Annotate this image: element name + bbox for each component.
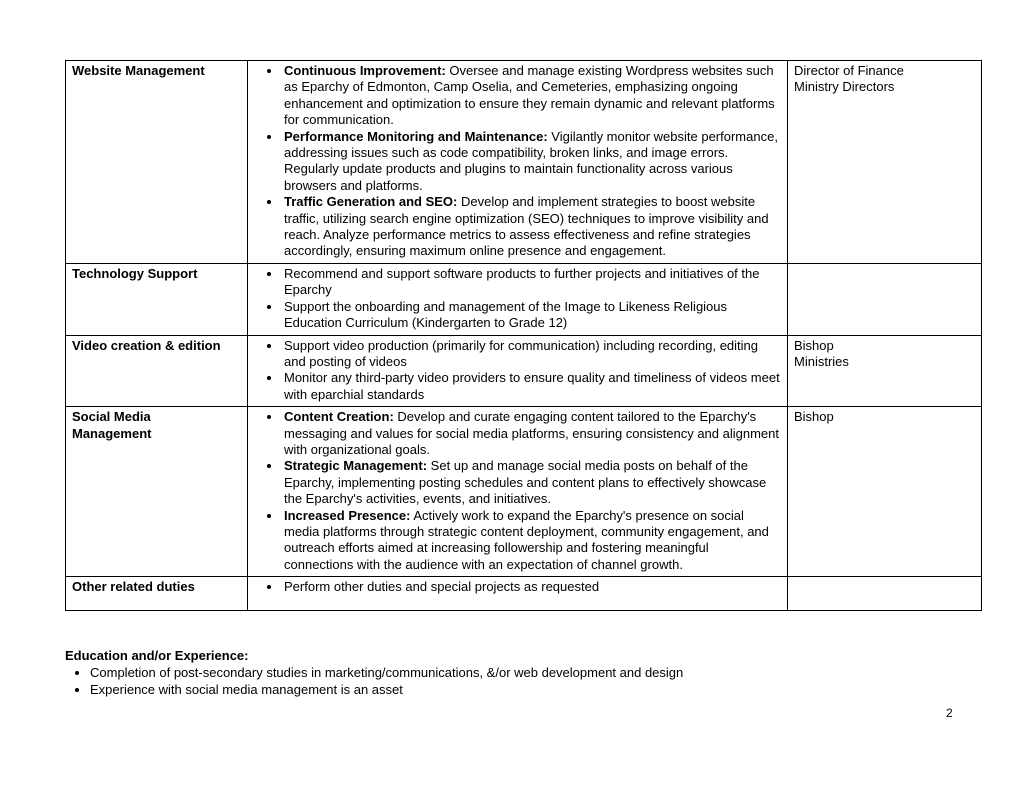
page-number: 2 <box>946 706 953 720</box>
duty-bullet-text: Oversee and manage existing Wordpress websites such as Eparchy of Edmonton, Camp Oselia, and Cemeteries, emphasizing ongoing enhancement and optimization to ensure they remain dynamic and relevant platforms for communication. <box>284 63 775 128</box>
duty-bullet-lead: Increased Presence: <box>284 507 411 523</box>
duty-bullet-text: Support video production (primarily for communication) including recording, editing and posting of videos <box>284 337 759 369</box>
duty-bullet-item <box>282 299 781 332</box>
responsible-cell <box>788 407 982 577</box>
duty-bullet-item <box>282 338 781 371</box>
category-label: Social Media Management <box>72 409 152 441</box>
responsible-name: Ministries <box>794 353 849 369</box>
education-bullet-item: • Completion of post-secondary studies in marketing/communications, &/or web development and design <box>90 664 981 681</box>
responsible-name: Bishop <box>794 409 834 425</box>
table-row <box>66 61 982 264</box>
duty-bullet-lead: Content Creation: <box>284 409 394 425</box>
duty-bullet-item <box>282 194 781 260</box>
category-label: Website Management <box>72 63 205 78</box>
duties-cell <box>248 577 788 611</box>
table-row <box>66 577 982 611</box>
responsible-cell <box>788 61 982 264</box>
duty-bullet-text: Monitor any third-party video providers to ensure quality and timeliness of videos meet with eparchial standards <box>284 370 780 402</box>
duty-bullet-lead: Continuous Improvement: <box>284 63 446 78</box>
duties-bullet-list <box>254 409 781 573</box>
duties-bullet-list <box>254 579 781 595</box>
responsible-cell <box>788 577 982 611</box>
responsible-cell <box>788 335 982 407</box>
duty-bullet-lead: Performance Monitoring and Maintenance: <box>284 128 548 144</box>
table-row <box>66 263 982 335</box>
duties-bullet-list <box>254 266 781 332</box>
duty-bullet-text: Perform other duties and special projects as requested <box>284 579 600 595</box>
duty-bullet-text: Develop and implement strategies to boost website traffic, utilizing search engine optimization (SEO) techniques to improve visibility and reach. Analyze performance metrics to assess effectiveness and refine strategies accordingly, ensuring maximum online presence and engagement. <box>284 194 769 259</box>
responsible-name: Bishop <box>794 337 834 353</box>
duties-cell <box>248 335 788 407</box>
category-cell <box>66 335 248 407</box>
duties-table-body <box>66 61 982 611</box>
education-bullet-item: • Experience with social media management is an asset <box>90 681 981 698</box>
duty-bullet-item <box>282 63 781 129</box>
category-label: Other related duties <box>72 579 195 595</box>
duty-bullet-text: Recommend and support software products to further projects and initiatives of the Eparchy <box>284 265 760 298</box>
education-heading: Education and/or Experience: <box>65 648 249 663</box>
duty-bullet-item <box>282 458 781 507</box>
duty-bullet-item <box>282 370 781 403</box>
duty-bullet-item <box>282 129 781 195</box>
duties-bullet-list <box>254 338 781 404</box>
duty-bullet-item <box>282 579 781 595</box>
duties-bullet-list <box>254 63 781 260</box>
responsible-cell <box>788 263 982 335</box>
table-row <box>66 335 982 407</box>
duty-bullet-item <box>282 409 781 458</box>
duties-cell <box>248 407 788 577</box>
category-label: Technology Support <box>72 265 198 281</box>
category-cell <box>66 577 248 611</box>
duties-cell <box>248 263 788 335</box>
duty-bullet-lead: Traffic Generation and SEO: <box>284 194 458 210</box>
duties-table <box>65 60 982 611</box>
category-cell <box>66 61 248 264</box>
duty-bullet-text: Actively work to expand the Eparchy's presence on social media platforms through strategic content deployment, community engagement, and outreach efforts aimed at increasing followership and fostering meaningful connections with the audience with an expectation of channel growth. <box>284 507 769 572</box>
category-label: Video creation & edition <box>72 337 221 353</box>
duty-bullet-text: Set up and manage social media posts on behalf of the Eparchy, implementing posting schedules and content plans to effectively showcase the Eparchy's activities, events, and initiatives. <box>284 458 767 507</box>
duties-cell <box>248 61 788 264</box>
responsible-name: Ministry Directors <box>794 79 895 95</box>
category-cell <box>66 263 248 335</box>
education-bullet-list <box>65 664 981 698</box>
duty-bullet-lead: Strategic Management: <box>284 458 428 474</box>
education-section <box>65 647 981 698</box>
duty-bullet-text: Vigilantly monitor website performance, addressing issues such as code compatibility, broken links, and image errors. Regularly update products and plugins to maintain functionality across various browsers and platforms. <box>284 128 778 193</box>
duty-bullet-item <box>282 508 781 574</box>
duty-bullet-text: Develop and curate engaging content tailored to the Eparchy's messaging and values for social media platforms, ensuring consistency and alignment with organizational goals. <box>284 409 779 457</box>
table-row <box>66 407 982 577</box>
duty-bullet-item <box>282 266 781 299</box>
category-cell <box>66 407 248 577</box>
duty-bullet-text: Support the onboarding and management of the Image to Likeness Religious Education Curriculum (Kindergarten to Grade 12) <box>284 298 728 331</box>
responsible-name: Director of Finance <box>794 63 904 78</box>
